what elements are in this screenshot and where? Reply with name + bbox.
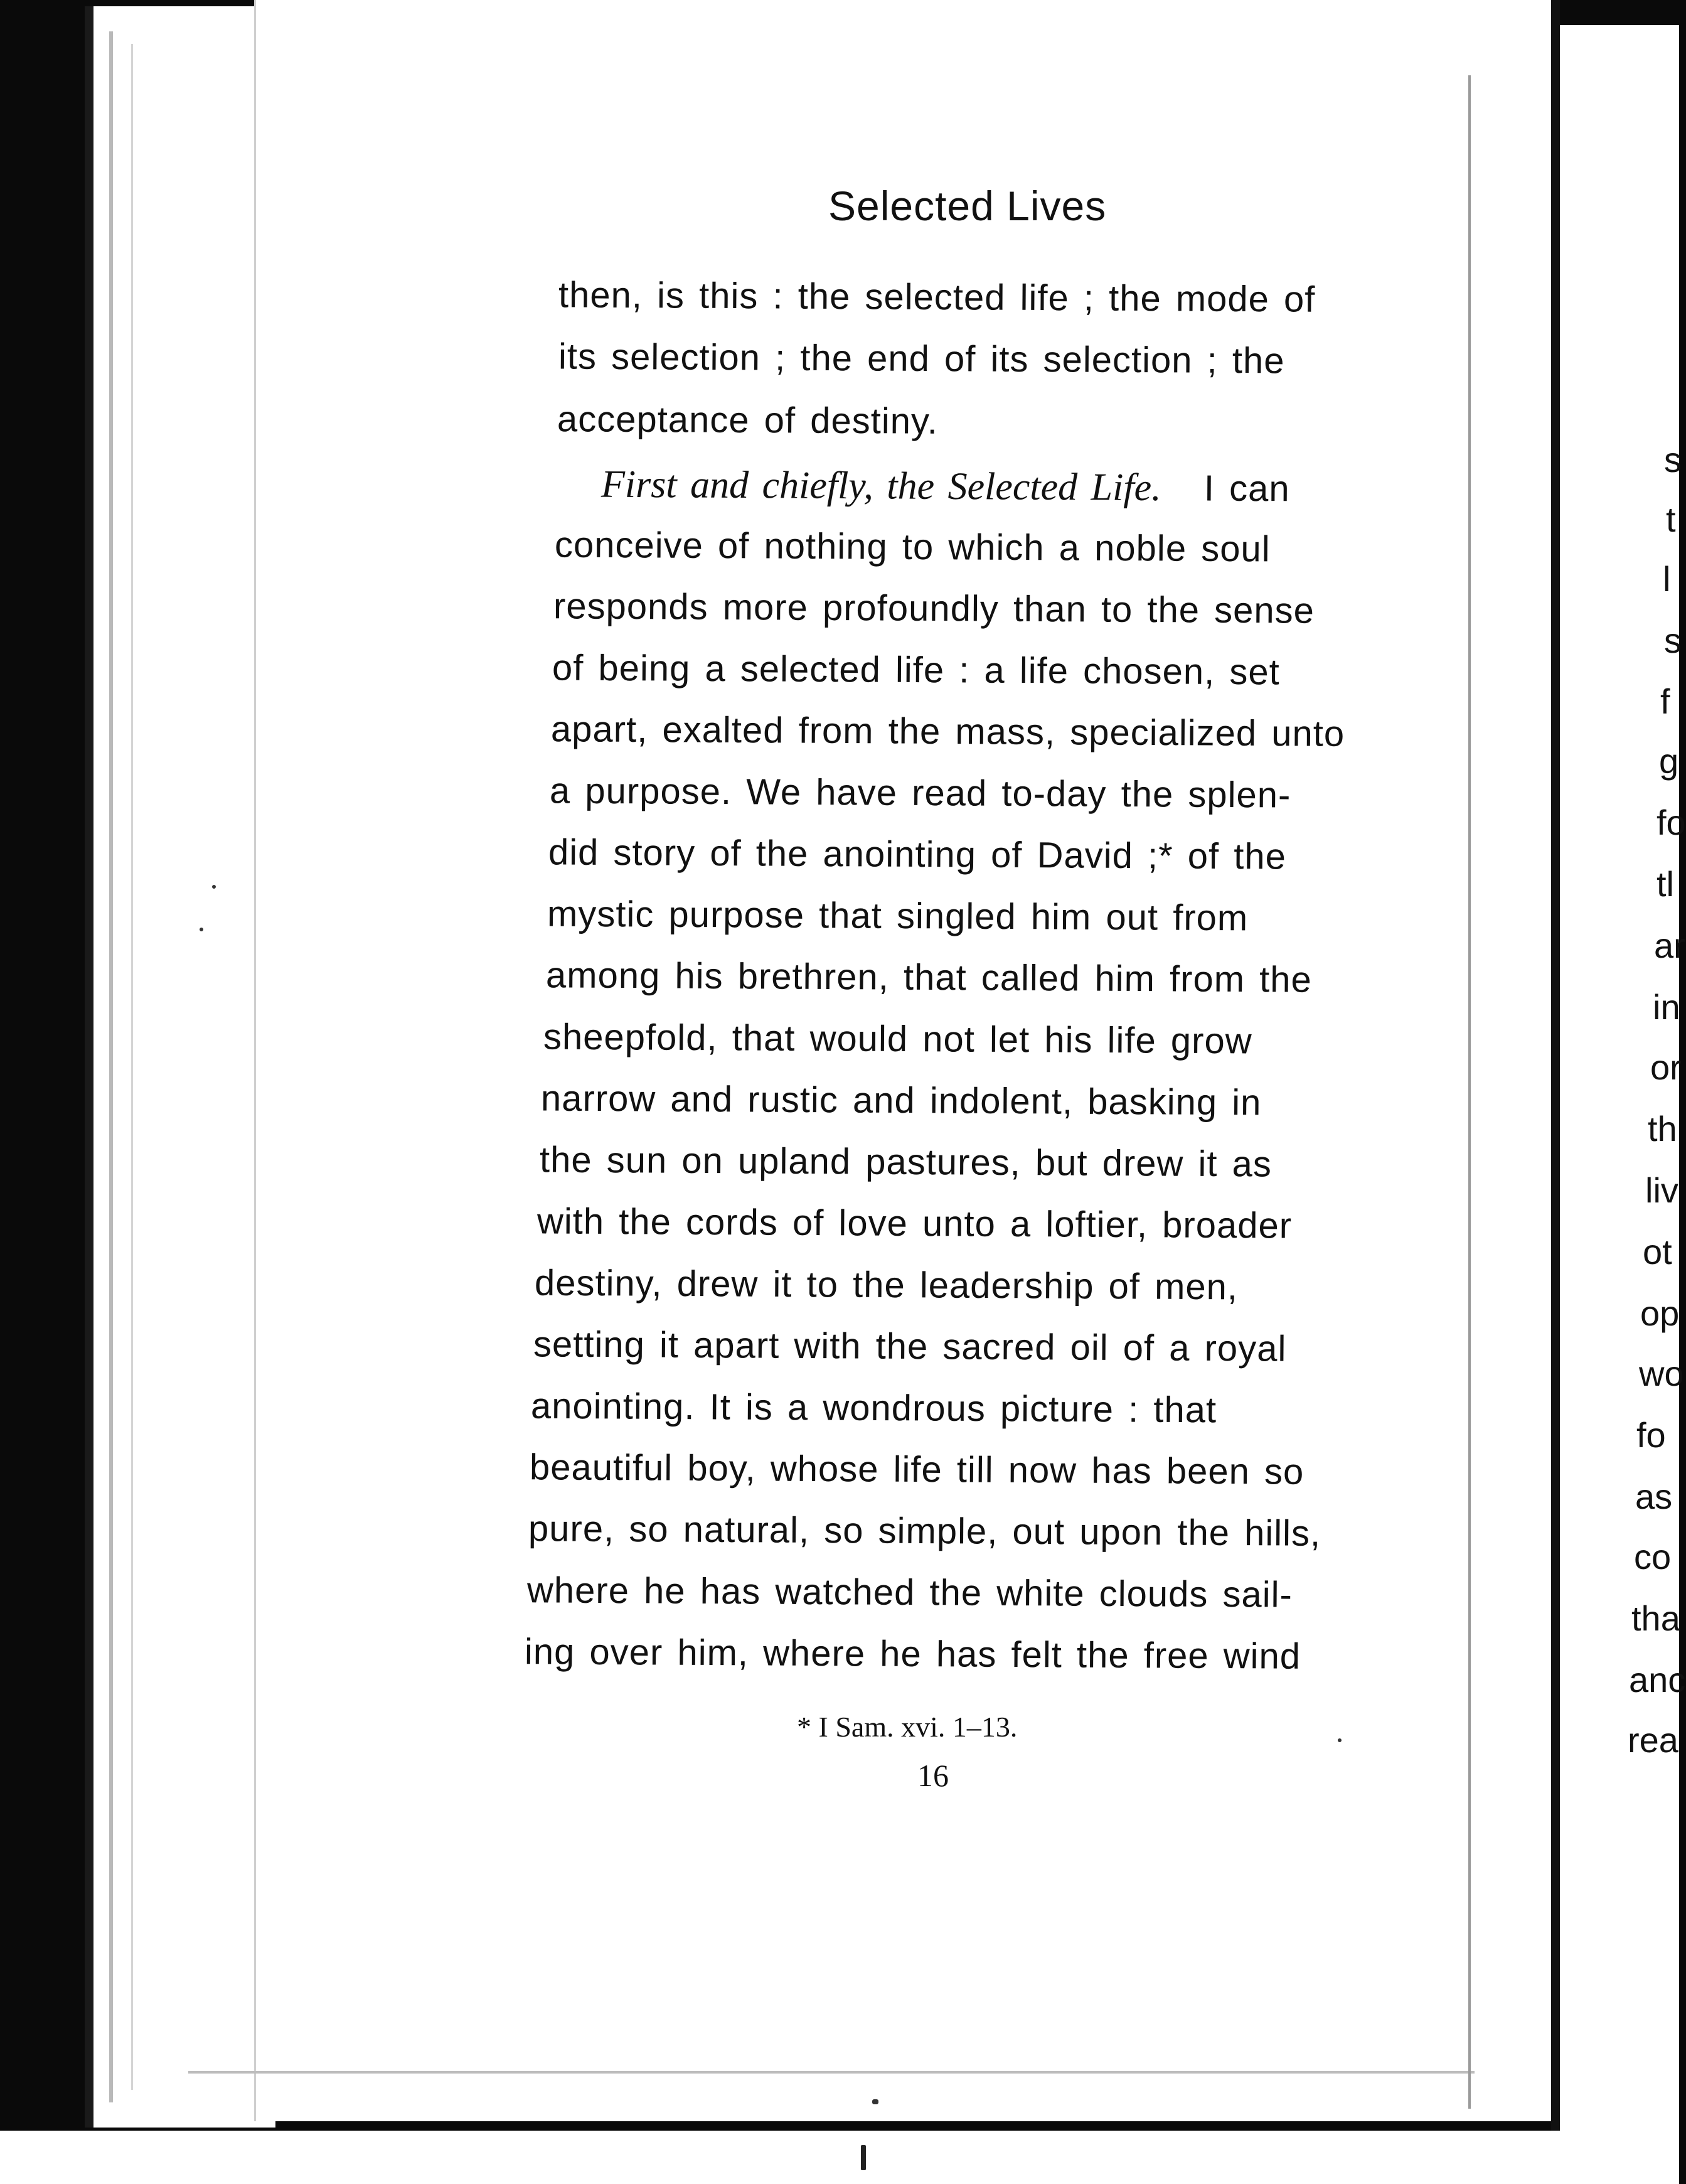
facing-line-fragment: in — [1653, 987, 1680, 1027]
page-number: 16 — [917, 1758, 949, 1793]
facing-line-fragment: fo — [1636, 1415, 1666, 1455]
section-line — [601, 463, 1290, 511]
text-line: setting it apart with the sacred oil of a royal — [533, 1324, 1287, 1369]
footnote: * I Sam. xvi. 1–13. — [797, 1711, 1018, 1743]
section-line-roman: I can — [1203, 468, 1290, 510]
section-heading-italic: First and chiefly, the Selected Life. — [600, 463, 1161, 510]
text-line: where he has watched the white clouds sail- — [526, 1570, 1293, 1615]
text-line: its selection ; the end of its selection ; the — [558, 336, 1285, 382]
text-line: anointing. It is a wondrous picture : that — [530, 1385, 1217, 1431]
facing-line-fragment: rea — [1628, 1720, 1678, 1760]
text-line: a purpose. We have read to-day the splen- — [549, 770, 1291, 816]
text-line: conceive of nothing to which a noble soul — [554, 524, 1271, 570]
facing-line-fragment: s — [1664, 440, 1682, 479]
facing-line-fragment: op — [1640, 1293, 1680, 1333]
text-line: destiny, drew it to the leadership of men, — [534, 1262, 1239, 1308]
facing-line-fragment: g — [1659, 741, 1679, 781]
text-line: of being a selected life : a life chosen, set — [552, 647, 1280, 693]
running-head: Selected Lives — [828, 183, 1107, 229]
scan-speck — [200, 928, 203, 931]
facing-line-fragment: co — [1634, 1537, 1672, 1576]
text-line: with the cords of love unto a loftier, broader — [536, 1201, 1293, 1246]
facing-line-fragment: as — [1635, 1477, 1673, 1516]
text-line: sheepfold, that would not let his life grow — [543, 1016, 1252, 1062]
text-line: did story of the anointing of David ;* of the — [548, 832, 1287, 877]
text-line: ing over him, where he has felt the free wind — [524, 1631, 1301, 1677]
facing-line-fragment: ot — [1643, 1232, 1672, 1271]
facing-line-fragment: fo — [1657, 803, 1686, 842]
facing-line-fragment: s — [1664, 621, 1682, 660]
text-line: apart, exalted from the mass, specialized unto — [550, 709, 1345, 754]
facing-line-fragment: tha — [1631, 1598, 1680, 1638]
text-line: the sun on upland pastures, but drew it as — [539, 1139, 1273, 1185]
facing-line-fragment: or — [1650, 1047, 1682, 1087]
text-line: mystic purpose that singled him out from — [547, 893, 1249, 939]
facing-line-fragment: anc — [1629, 1660, 1686, 1700]
scan-speck — [861, 2145, 866, 2170]
facing-line-fragment: liv — [1645, 1170, 1678, 1210]
text-line: pure, so natural, so simple, out upon the hills, — [528, 1508, 1321, 1554]
text-line: responds more profoundly than to the sense — [553, 586, 1315, 631]
scan-speck — [872, 2099, 878, 2104]
text-line: among his brethren, that called him from the — [545, 955, 1312, 1000]
text-line: then, is this : the selected life ; the mode of — [558, 274, 1316, 320]
text-line: narrow and rustic and indolent, basking in — [540, 1078, 1262, 1123]
facing-line-fragment: tl — [1657, 864, 1674, 904]
scan-speck — [212, 885, 216, 889]
facing-line-fragment: th — [1648, 1109, 1677, 1148]
facing-line-fragment: ar — [1654, 926, 1685, 965]
text-line: beautiful boy, whose life till now has been so — [529, 1447, 1305, 1492]
facing-line-fragment: t — [1666, 500, 1676, 539]
facing-line-fragment: l — [1663, 559, 1671, 599]
facing-line-fragment: wo — [1639, 1354, 1684, 1393]
text-line: acceptance of destiny. — [557, 399, 939, 442]
facing-line-fragment: f — [1660, 682, 1670, 721]
scan-speck — [1338, 1738, 1342, 1742]
